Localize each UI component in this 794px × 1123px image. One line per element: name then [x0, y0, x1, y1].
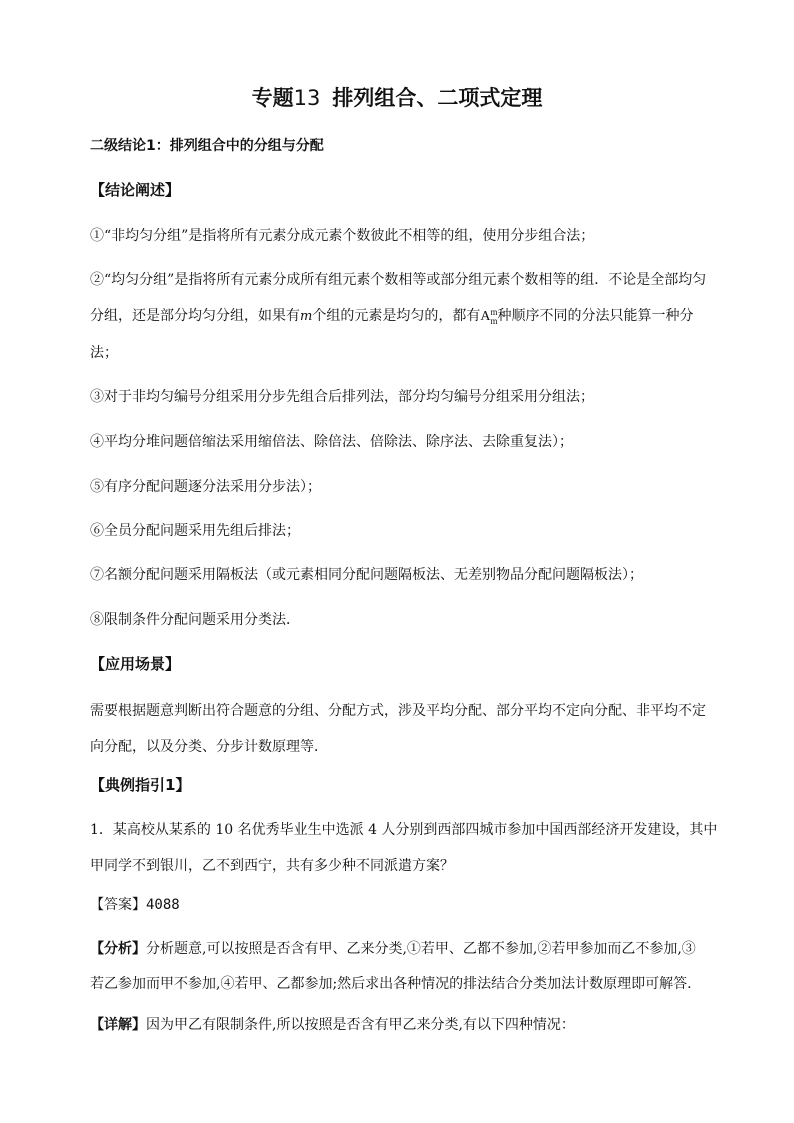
- analysis-line-1: [90, 941, 712, 957]
- detail-line-1: [90, 1017, 712, 1033]
- analysis-line-2: 若乙参加而甲不参加,④若甲、乙都参加;然后求出各种情况的排法结合分类加法计数原理即可解答.: [90, 976, 692, 992]
- conclusion-heading: 【结论阐述】: [90, 181, 181, 199]
- answer-label: 【答案】: [90, 897, 146, 913]
- title-prefix: 专题: [251, 86, 294, 110]
- answer-row: [90, 897, 712, 913]
- conclusion-item-2-line-2: [90, 308, 712, 329]
- symbol-subscript: m: [490, 315, 498, 326]
- conclusion-item-3: ③对于非均匀编号分组采用分步先组合后排列法，部分均匀编号分组采用分组法；: [90, 389, 594, 405]
- arrangement-symbol: $A_{mm}$: [480, 306, 498, 326]
- conclusion-item-8: ⑧限制条件分配问题采用分类法．: [90, 612, 300, 628]
- question-line-2: 甲同学不到银川，乙不到西宁，共有多少种不同派遣方案？: [90, 858, 454, 874]
- section-heading: 二级结论1：排列组合中的分组与分配: [90, 138, 324, 154]
- analysis-text-1: 分析题意,可以按照是否含有甲、乙来分类,①若甲、乙都不参加,②若甲参加而乙不参加,③: [146, 941, 696, 957]
- conclusion-item-4: ④平均分堆问题倍缩法采用缩倍法、除倍法、倍除法、除序法、去除重复法）；: [90, 434, 573, 450]
- answer-value: 4088: [146, 897, 180, 913]
- variable-m: m: [300, 309, 313, 324]
- application-line-1: 需要根据题意判断出符合题意的分组、分配方式，涉及平均分配、部分平均不定向分配、非平均不定: [90, 703, 706, 719]
- title-text: 排列组合、二项式定理: [332, 86, 543, 110]
- detail-text-1: 因为甲乙有限制条件,所以按照是否含有甲乙来分类,有以下四种情况：: [146, 1017, 575, 1033]
- application-heading: 【应用场景】: [90, 655, 181, 673]
- item2-text-b: 个组的元素是均匀的，都有: [312, 308, 481, 324]
- conclusion-item-7: ⑦名额分配问题采用隔板法（或元素相同分配问题隔板法、无差别物品分配问题隔板法）；: [90, 567, 643, 583]
- conclusion-item-6: ⑥全员分配问题采用先组后排法；: [90, 523, 300, 539]
- conclusion-item-2-line-1: ②“均匀分组”是指将所有元素分成所有组元素个数相等或部分组元素个数相等的组．不论是全部均匀: [90, 272, 707, 288]
- application-line-2: 向分配，以及分类、分步计数原理等．: [90, 739, 328, 755]
- detail-label: 【详解】: [90, 1017, 146, 1033]
- conclusion-item-1: ①“非均匀分组”是指将所有元素分成元素个数彼此不相等的组，使用分步组合法；: [90, 228, 595, 244]
- question-line-1: 1．某高校从某系的 10 名优秀毕业生中选派 4 人分别到西部四城市参加中国西部经济开发建设，其中: [90, 822, 718, 838]
- item2-text-a: 分组，还是部分均匀分组，如果有: [90, 308, 300, 324]
- page-title: [0, 82, 794, 112]
- example-heading: 【典例指引1】: [90, 776, 191, 794]
- title-number: 13: [293, 86, 321, 110]
- analysis-label: 【分析】: [90, 941, 146, 957]
- conclusion-item-5: ⑤有序分配问题逐分法采用分步法）；: [90, 479, 321, 495]
- conclusion-item-2-line-3: 法；: [90, 345, 118, 361]
- item2-text-c: 种顺序不同的分法只能算一种分: [497, 308, 694, 324]
